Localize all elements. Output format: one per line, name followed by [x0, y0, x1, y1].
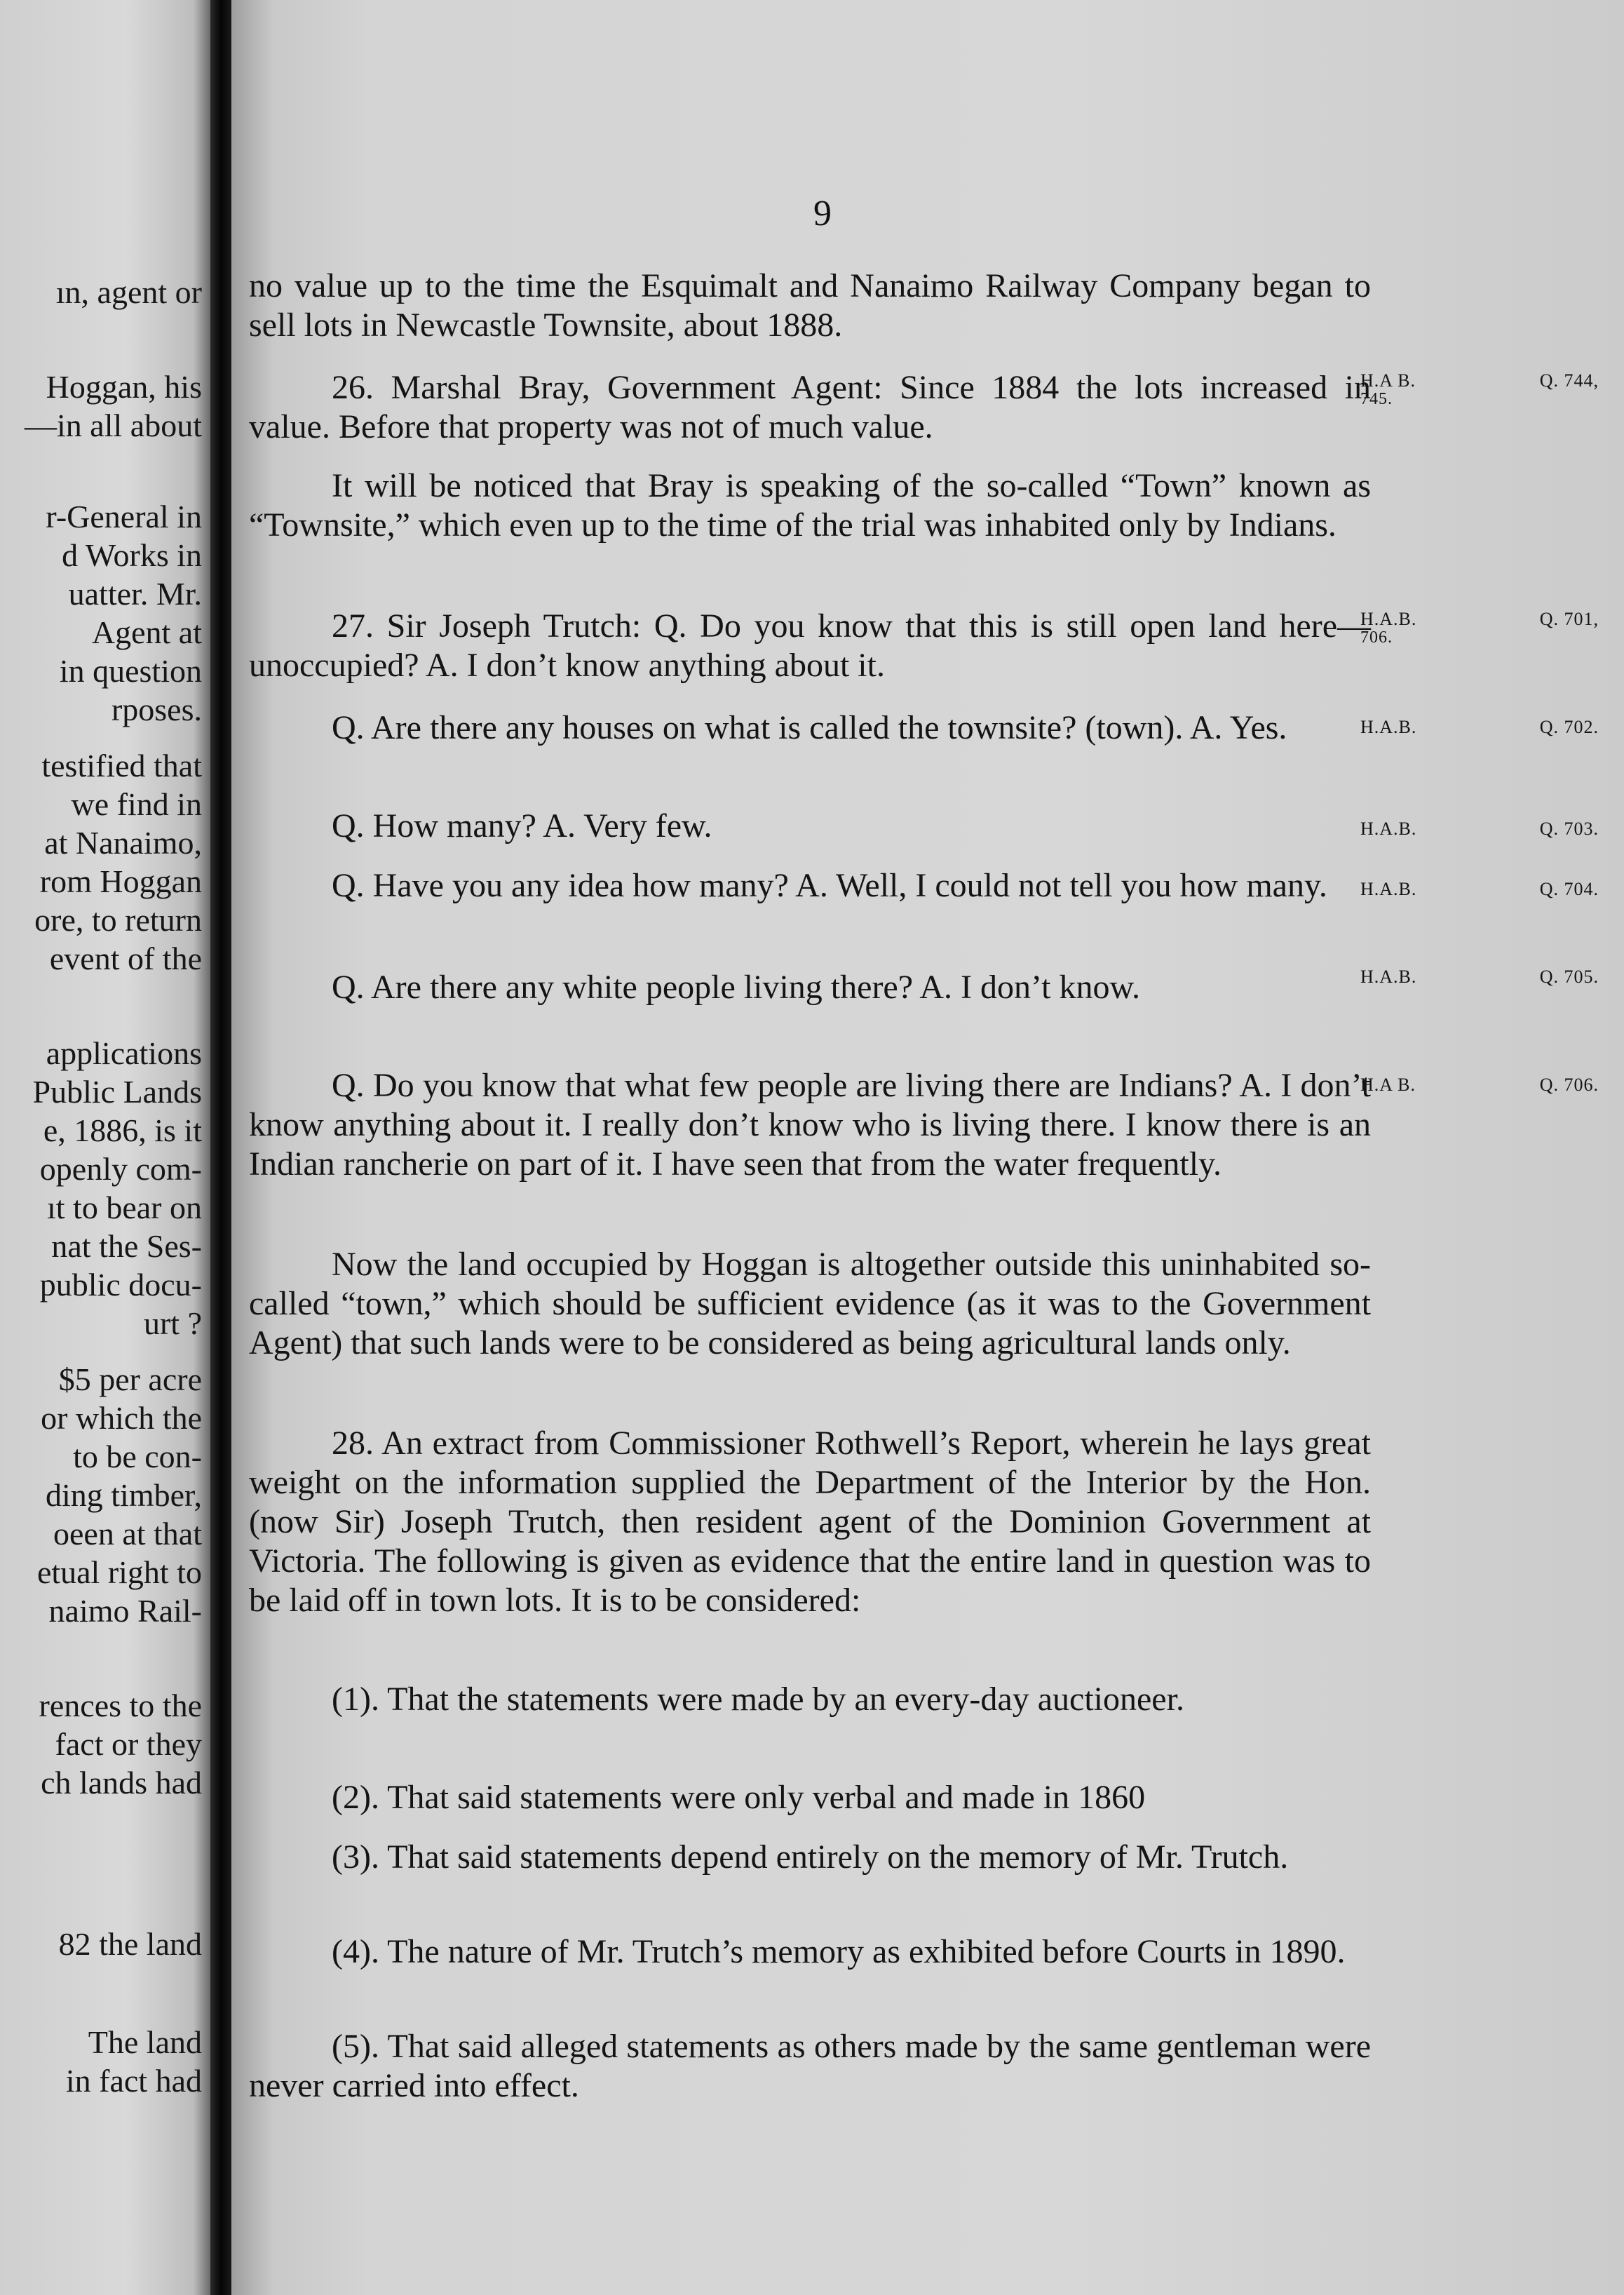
- left-page-line: fact or they: [55, 1726, 202, 1762]
- left-page-line: urt ?: [143, 1305, 202, 1341]
- left-page-line: or which the: [41, 1400, 202, 1436]
- margin-reference: [1360, 967, 1599, 988]
- consideration-item: (1). That the statements were made by an every-day auctioneer.: [332, 1681, 1184, 1718]
- paragraph: Now the land occupied by Hoggan is altogether outside this uninhabited so-called “town,” which should be sufficient evidence (as it was to the Government Agent) that such lands were to be considered as being agricultural lands only.: [249, 1246, 1371, 1361]
- reference-source: H.A B.: [1360, 370, 1416, 391]
- paragraph: no value up to the time the Esquimalt and Nanaimo Railway Company began to sell lots in Newcastle Townsite, about 1888.: [249, 267, 1371, 344]
- reference-question: Q. 702.: [1539, 717, 1599, 737]
- consideration-item: (2). That said statements were only verbal and made in 1860: [332, 1779, 1146, 1816]
- left-page-line: testified that: [41, 748, 202, 783]
- reference-subnote: 706.: [1360, 628, 1393, 647]
- reference-subnote: 745.: [1360, 390, 1393, 408]
- left-page-line: etual right to: [36, 1554, 202, 1590]
- question-answer: Q. Do you know that what few people are living there are Indians? A. I don’t know anything about it. I really don’t know who is living there. I know there is an Indian rancherie on part of it. I have seen that from the water frequently.: [249, 1067, 1371, 1183]
- page-number: 9: [813, 194, 832, 234]
- margin-reference: [1360, 1075, 1599, 1096]
- question-answer: Q. How many? A. Very few.: [332, 807, 712, 844]
- reference-question: Q. 704.: [1539, 879, 1599, 899]
- left-page-line: to be con-: [73, 1439, 202, 1474]
- consideration-item: (5). That said alleged statements as others made by the same gentleman were never carried into effect.: [249, 2028, 1371, 2104]
- left-page-line: ch lands had: [41, 1765, 202, 1801]
- left-page-line: nat the Ses-: [51, 1228, 202, 1264]
- left-page-line: rences to the: [39, 1688, 202, 1723]
- margin-reference: [1360, 609, 1599, 647]
- left-page-line: ding timber,: [45, 1477, 202, 1513]
- reference-question: Q. 705.: [1539, 967, 1599, 987]
- left-page-line: applications: [46, 1035, 202, 1071]
- left-page-line: ın, agent or: [55, 274, 202, 310]
- book-gutter: [210, 0, 231, 2295]
- paragraph-27: 27. Sir Joseph Trutch: Q. Do you know that this is still open land here—unoccupied? A. I don’t know anything about it.: [249, 607, 1371, 684]
- left-page-line: 82 the land: [58, 1926, 202, 1962]
- left-page-line: public docu-: [39, 1267, 202, 1303]
- question-answer: Q. Are there any houses on what is called the townsite? (town). A. Yes.: [332, 709, 1287, 746]
- right-page: [231, 0, 1624, 2295]
- reference-source: H.A B.: [1360, 1075, 1416, 1095]
- left-page-line: $5 per acre: [58, 1361, 202, 1397]
- left-page-line: Hoggan, his: [46, 369, 202, 405]
- left-page-line: event of the: [49, 941, 202, 976]
- left-page-line: openly com-: [39, 1151, 202, 1187]
- left-page-line: ore, to return: [34, 902, 202, 938]
- question-answer: Q. Have you any idea how many? A. Well, I could not tell you how many.: [332, 867, 1327, 904]
- left-page-line: r-General in: [46, 499, 202, 534]
- margin-reference: [1360, 879, 1599, 900]
- left-page-line: Agent at: [91, 614, 202, 650]
- reference-source: H.A.B.: [1360, 967, 1417, 987]
- paragraph-28: 28. An extract from Commissioner Rothwell’s Report, wherein he lays great weight on the information supplied the Department of the Interior by the Hon. (now Sir) Joseph Trutch, then resident agent of the Dominion Government at Victoria. The following is given as evidence that the entire land in question was to be laid off in town lots. It is to be considered:: [249, 1425, 1371, 1619]
- question-answer: Q. Are there any white people living there? A. I don’t know.: [332, 969, 1141, 1006]
- margin-reference: [1360, 819, 1599, 840]
- reference-question: Q. 703.: [1539, 819, 1599, 839]
- left-page-line: ıt to bear on: [47, 1190, 202, 1225]
- left-page-line: naimo Rail-: [48, 1593, 202, 1629]
- margin-reference: [1360, 370, 1599, 408]
- left-page-fragment: [0, 0, 210, 2295]
- left-page-line: uatter. Mr.: [68, 576, 202, 612]
- reference-question: Q. 706.: [1539, 1075, 1599, 1095]
- reference-question: Q. 701,: [1539, 609, 1599, 629]
- left-page-line: we find in: [71, 786, 202, 822]
- reference-question: Q. 744,: [1539, 370, 1599, 391]
- left-page-line: in fact had: [65, 2063, 202, 2099]
- paragraph: It will be noticed that Bray is speaking of the so-called “Town” known as “Townsite,” which even up to the time of the trial was inhabited only by Indians.: [249, 467, 1371, 544]
- reference-source: H.A.B.: [1360, 879, 1417, 899]
- left-page-line: rom Hoggan: [39, 863, 202, 899]
- consideration-item: (3). That said statements depend entirely on the memory of Mr. Trutch.: [332, 1838, 1289, 1876]
- left-page-line: d Works in: [62, 537, 202, 573]
- margin-reference: [1360, 717, 1599, 738]
- left-page-line: The land: [88, 2024, 202, 2060]
- left-page-line: Public Lands: [32, 1074, 202, 1110]
- reference-source: H.A.B.: [1360, 819, 1417, 839]
- reference-source: H.A.B.: [1360, 609, 1417, 629]
- left-page-line: —in all about: [25, 408, 202, 443]
- left-page-line: e, 1886, is it: [43, 1112, 202, 1148]
- reference-source: H.A.B.: [1360, 717, 1417, 737]
- left-page-line: oeen at that: [53, 1516, 202, 1552]
- left-page-line: in question: [59, 653, 202, 689]
- left-page-line: at Nanaimo,: [44, 825, 202, 861]
- consideration-item: (4). The nature of Mr. Trutch’s memory as exhibited before Courts in 1890.: [332, 1933, 1346, 1970]
- left-page-line: rposes.: [111, 692, 202, 727]
- paragraph-26: 26. Marshal Bray, Government Agent: Since 1884 the lots increased in value. Before that property was not of much value.: [249, 369, 1371, 445]
